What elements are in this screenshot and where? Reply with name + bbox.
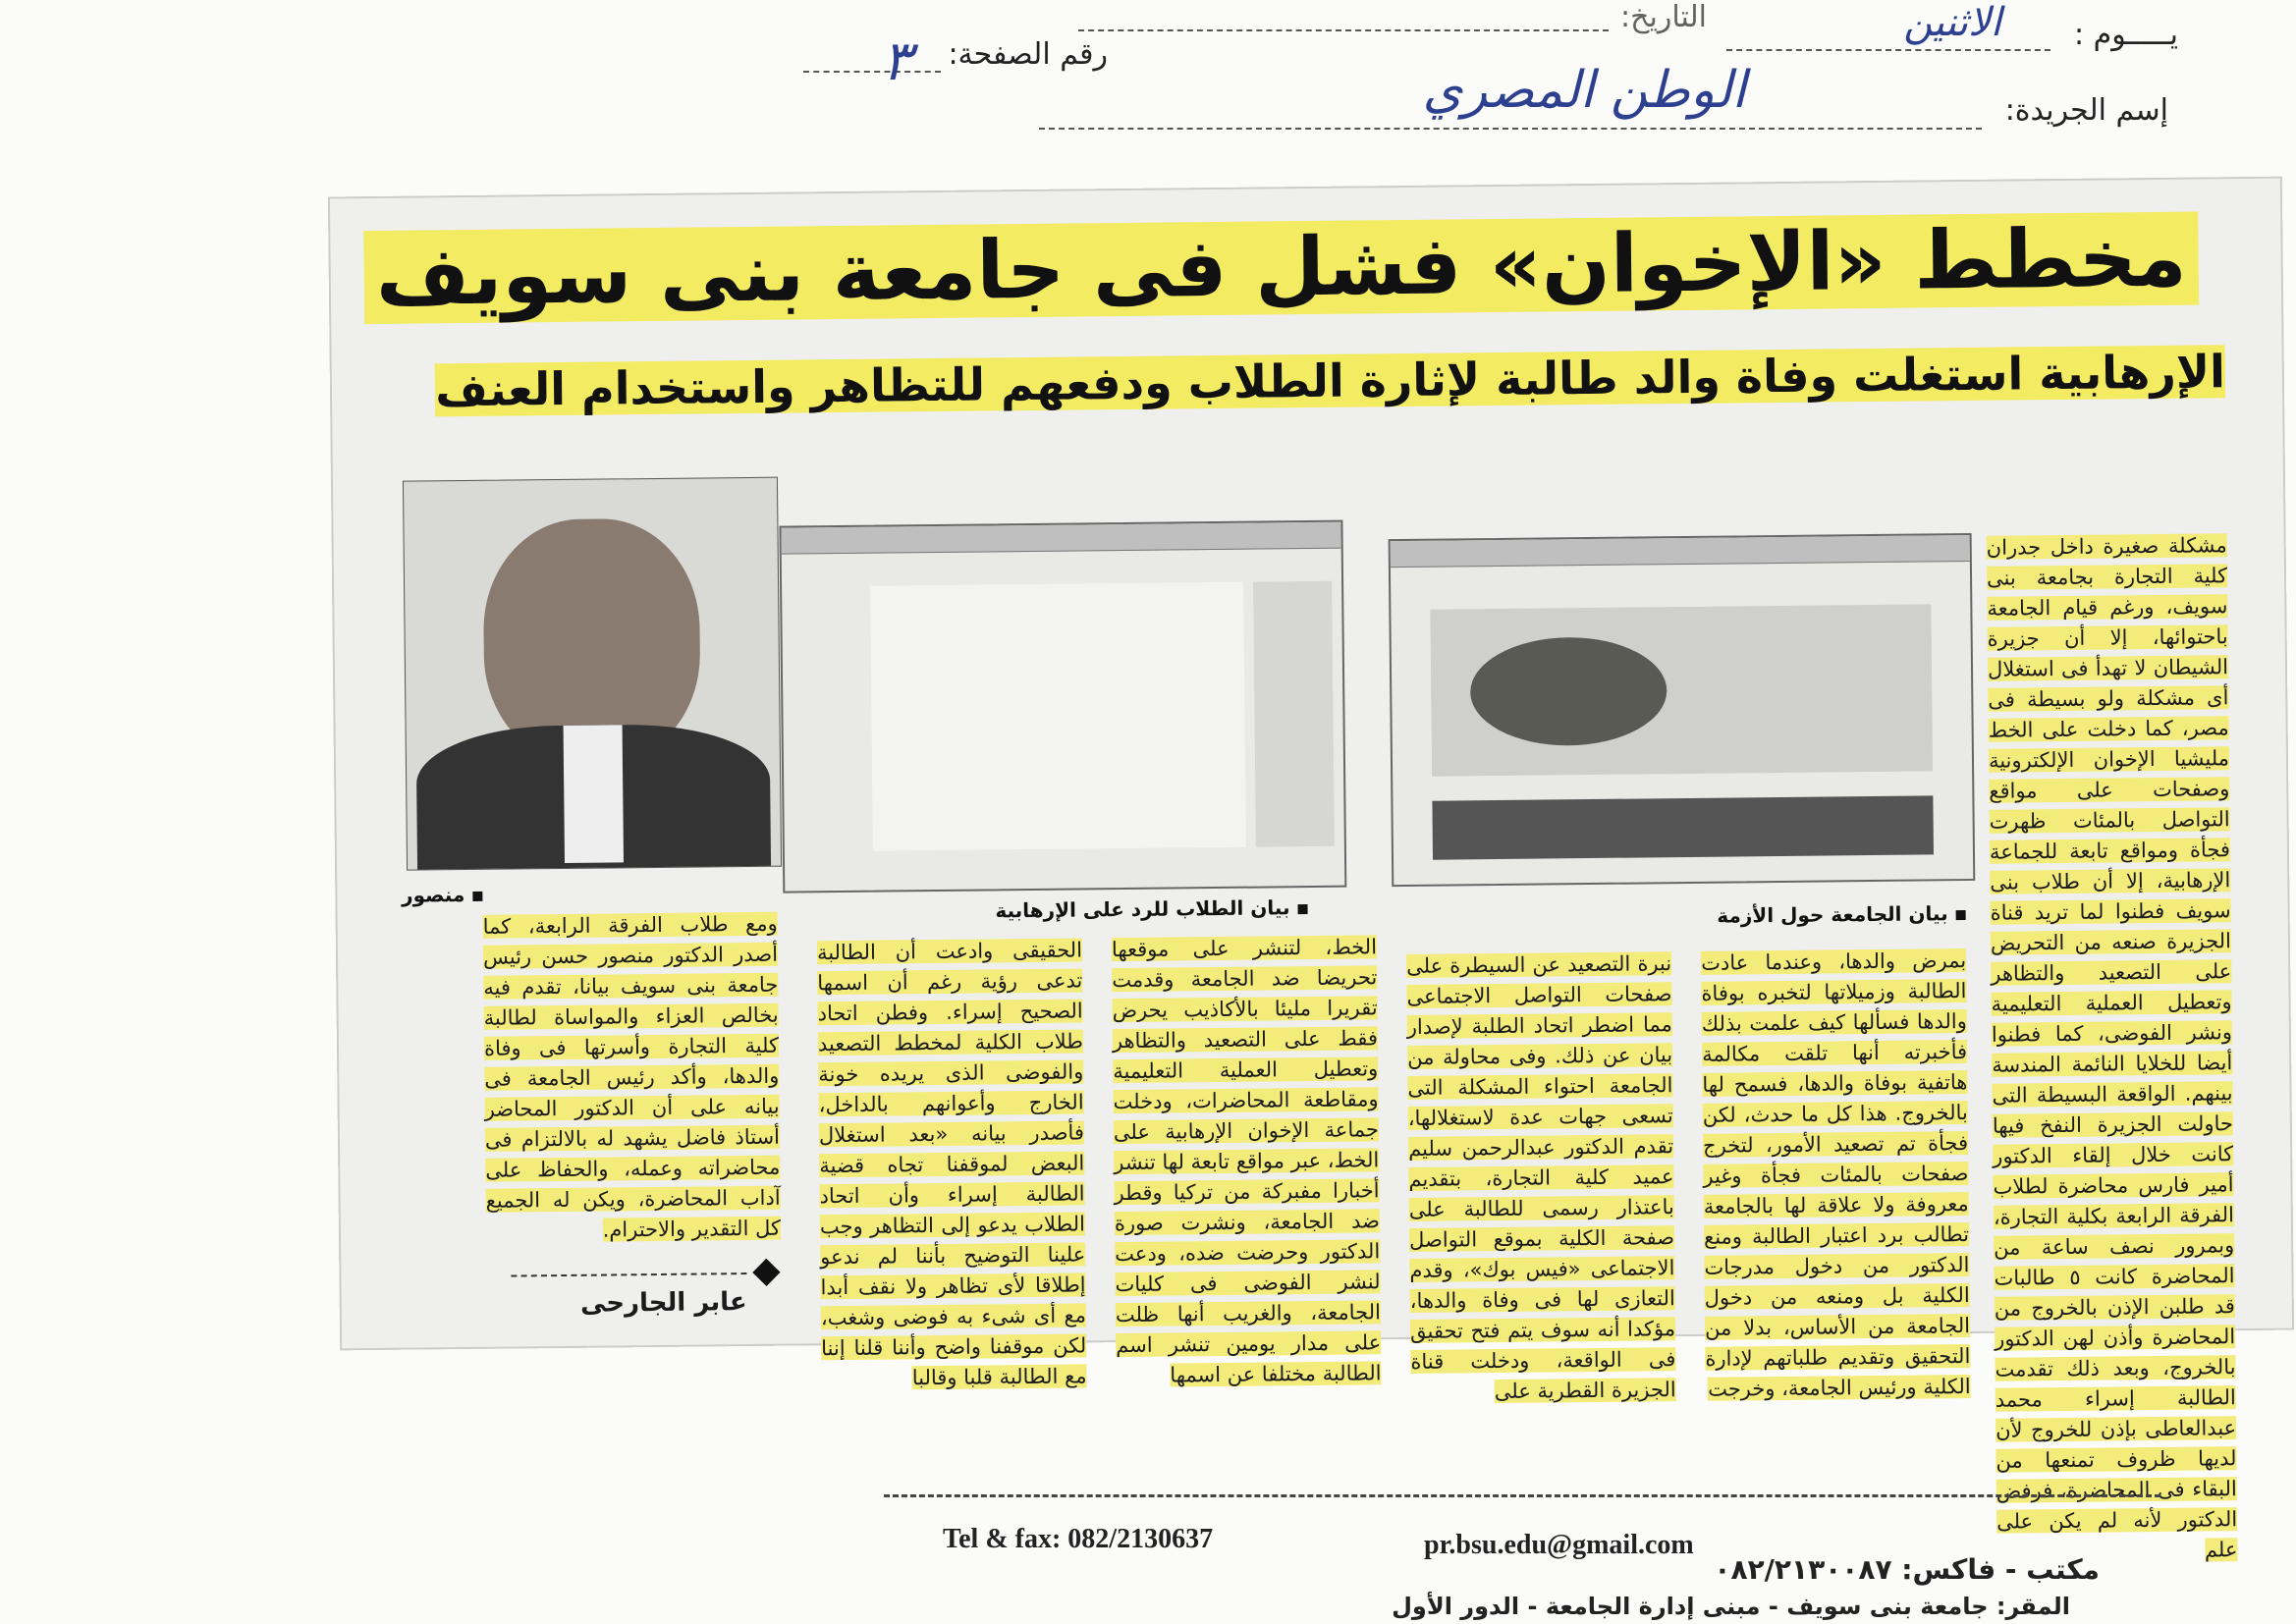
browser-bar [1391,535,1970,568]
page-label: رقم الصفحة: [948,37,1108,72]
newspaper-line [1039,128,1982,130]
article-column-5: الحقيقى وادعت أن الطالبة تدعى رؤية رغم أن اسمها الصحيح إسراء. وفطن اتحاد طلاب الكلية لمخطط التصعيد والفوضى الذى يريده خونة الخارج وأعوانهم بالداخل، فأصدر بيانه «بعد استغلال البعض لموقفنا تجاه قضية الطالبة إسراء وأن اتحاد الطلاب يدعو إلى التظاهر وجب علينا التوضيح بأننا لم ندعو إطلاقا لأى تظاهر ولا نقف أبدا مع أى شىء به فوضى وشغب، لكن موقفنا واضح وأننا قلنا إننا مع الطالبة قلبا وقالبا [816,938,1087,1390]
author-marker [752,1259,780,1286]
article-column-4: الخط، لتنشر على موقعها تحريضا ضد الجامعة وقدمت تقريرا مليئا بالأكاذيب يحرض فقط على التصعيد والتظاهر وتعطيل العملية التعليمية ومقاطعة المحاضرات، ودخلت جماعة الإخوان الإرهابية على الخط، عبر مواقع تابعة لها تنشر أخبارا مفبركة من تركيا وقطر ضد الجامعة، ونشرت صورة الدكتور وحرضت ضده، ودعت لنشر الفوضى فى كليات الجامعة، والغريب أنها ظلت على مدار يومين تنشر اسم الطالبة مختلفا عن اسمها [1111,935,1382,1387]
date-label: التاريخ: [1620,0,1707,34]
footer-tel-fax: Tel & fax: 082/2130637 [943,1524,1214,1554]
day-label: يـــــوم : [2073,18,2178,52]
article-column-2: بمرض والدها، وعندما عادت الطالبة وزميلاتها لتخبره بوفاة والدها فسألها كيف علمت بذلك فأخبرته أنها تلقت مكالمة هاتفية بوفاة والدها، فسمح لها بالخروج. هذا كل ما حدث، لكن فجأة تم تصعيد الأمور، لتخرج صفحات بالمئات فجأة وغير معروفة ولا علاقة لها بالجامعة تطالب برد اعتبار الطالبة ومنع الدكتور من دخول مدرجات الكلية بل ومنعه من دخول الجامعة من الأساس، بدلا من التحقيق وتقديم طلباتهم لإدارة الكلية ورئيس الجامعة، وخرجت [1701,948,1971,1401]
caption-students: بيان الطلاب للرد على الإرهابية [995,895,1307,922]
footer-email: pr.bsu.edu@gmail.com [1424,1530,1694,1560]
page-line [803,71,941,73]
newspaper-value: الوطن المصري [1422,61,1746,120]
article-title: مخطط «الإخوان» فشل فى جامعة بنى سويف [338,216,2224,320]
facebook-post [870,582,1246,851]
caption-crisis: بيان الجامعة حول الأزمة [1717,901,1966,928]
article-subtitle: الإرهابية استغلت وفاة والد طالبة لإثارة الطلاب ودفعهم للتظاهر واستخدام العنف [435,345,2226,417]
day-value: الاثنين [1903,0,2001,45]
sidebar-panel [1253,581,1335,847]
page-value: ٣ [881,29,911,93]
article-column-3: نبرة التصعيد عن السيطرة على صفحات التواصل الاجتماعى مما اضطر اتحاد الطلبة لإصدار بيان عن ذلك. وفى محاولة من الجامعة احتواء المشكلة التى تسعى جهات عدة لاستغلالها، تقدم الدكتور عبدالرحمن سليم عميد كلية التجارة، بتقديم باعتذار رسمى للطالبة على صفحة الكلية بموقع التواصل الاجتماعى «فيس بوك»، وقدم التعازى لها فى وفاة والدها، مؤكدا أنه سوف يتم فتح تحقيق فى الواقعة، ودخلت قناة الجزيرة القطرية على [1406,951,1676,1404]
author-rule [511,1272,746,1277]
article-column-6: ومع طلاب الفرقة الرابعة، كما أصدر الدكتور منصور حسن رئيس جامعة بنى سويف بيانا، تقدم فيه بخالص العزاء والمواساة لطالبة كلية التجارة وأسرتها فى وفاة والدها، وأكد رئيس الجامعة فى بيانه على أن الدكتور المحاضر أستاذ فاضل يشهد له بالالتزام فى محاضراته وعمله، والحفاظ على آداب المحاضرة، ويكن له الجميع كل التقدير والاحترام. [482,911,782,1242]
caption-photo: منصور [402,883,483,907]
footer-address: المقر: جامعة بنى سويف - مبنى إدارة الجامعة - الدور الأول [1392,1593,2070,1620]
shirt [564,725,624,863]
footer-rule [884,1494,2160,1497]
author-name: عابر الجارحى [579,1287,747,1319]
president-photo [403,477,782,871]
newspaper-label: إسم الجريدة: [2004,93,2168,128]
students-statement-screenshot [779,520,1346,893]
date-line [1078,29,1609,31]
university-statement-screenshot [1389,533,1976,887]
article-column-1: مشكلة صغيرة داخل جدران كلية التجارة بجامعة بنى سويف، ورغم قيام الجامعة باحتوائها، إلا أن جزيرة الشيطان لا تهدأ فى استغلال أى مشكلة ولو بسيطة فى مصر، كما دخلت على الخط مليشيا الإخوان الإلكترونية وصفحات على مواقع التواصل بالمئات ظهرت فجأة ومواقع تابعة للجماعة الإرهابية، إلا أن طلاب بنى سويف فطنوا لما تريد قناة الجزيرة صنعه من التحريض على التصعيد والتظاهر وتعطيل العملية التعليمية ونشر الفوضى، كما فطنوا أيضا للخلايا النائمة المندسة بينهم. الواقعة البسيطة التى حاولت الجزيرة النفخ فيها كانت خلال إلقاء الدكتور أمير فارس محاضرة لطلاب الفرقة الرابعة بكلية التجارة، وبمرور نصف ساعة من المحاضرة كانت ٥ طالبات قد طلبن الإذن بالخروج من المحاضرة وأذن لهن الدكتور بالخروج، وبعد ذلك تقدمت الطالبة إسراء محمد عبدالعاطى بإذن للخروج لأن لديها ظروف تمنعها من البقاء فى المحاضرة، فرفض الدكتور لأنه لم يكن على علم [1986,533,2238,1562]
footer-office-fax: مكتب - فاكس: ٠٨٢/٢١٣٠٠٨٧ [1714,1553,2100,1586]
day-line [1726,49,2050,51]
screenshot-banner [1432,795,1934,859]
browser-bar [781,522,1340,555]
